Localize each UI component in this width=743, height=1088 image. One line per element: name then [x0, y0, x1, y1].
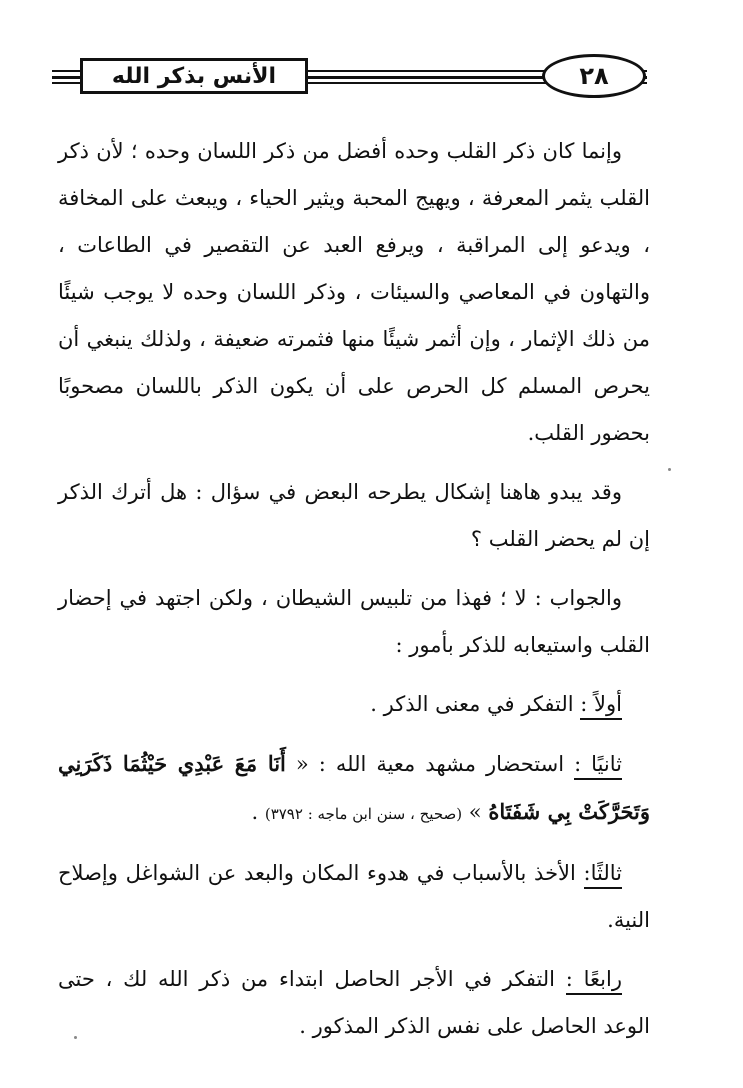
- page-number: ٢٨: [542, 54, 646, 98]
- item-label: أولاً :: [580, 692, 622, 720]
- quote-close: »: [462, 800, 489, 824]
- hadith-quote: أَنَا مَعَ عَبْدِي حَيْثُمَا ذَكَرَنِي وَتَحَرَّكَتْ بِي شَفَتَاهُ: [58, 751, 650, 824]
- page-body: [58, 128, 650, 1062]
- list-item: [58, 956, 650, 1050]
- item-text: الأخذ بالأسباب في هدوء المكان والبعد عن الشواغل وإصلاح النية.: [58, 861, 650, 932]
- paragraph-text: والجواب : لا ؛ فهذا من تلبيس الشيطان ، ولكن اجتهد في إحضار القلب واستيعابه للذكر بأمور :: [58, 586, 650, 657]
- item-text: التفكر في الأجر الحاصل ابتداء من ذكر الله لك ، حتى الوعد الحاصل على نفس الذكر المذكور .: [58, 967, 650, 1038]
- item-end: .: [251, 800, 265, 824]
- list-item: [58, 740, 650, 838]
- paragraph-text: وقد يبدو هاهنا إشكال يطرحه البعض في سؤال : هل أترك الذكر إن لم يحضر القلب ؟: [58, 480, 650, 551]
- paragraph: [58, 469, 650, 563]
- running-title: الأنس بذكر الله: [80, 58, 308, 94]
- scan-speck: [668, 468, 671, 471]
- item-label: ثالثًا:: [584, 861, 622, 889]
- item-text: التفكر في معنى الذكر .: [370, 692, 581, 716]
- item-text: استحضار مشهد معية الله : «: [285, 752, 575, 776]
- citation: (صحيح ، سنن ابن ماجه : ٣٧٩٢): [264, 805, 463, 823]
- paragraph-text: وإنما كان ذكر القلب وحده أفضل من ذكر اللسان وحده ؛ لأن ذكر القلب يثمر المعرفة ، ويهيج المحبة ويثير الحياء ، ويبعث على المخافة ، ويدعو إلى المراقبة ، ويرفع العبد عن التقصير في الطاعات ، والتهاون في المعاصي والسيئات ، وذكر اللسان وحده لا يوجب شيئًا من ذلك الإثمار ، وإن أثمر شيئًا منها فثمرته ضعيفة ، ولذلك ينبغي أن يحرص المسلم كل الحرص على أن يكون الذكر باللسان مصحوبًا بحضور القلب.: [58, 139, 650, 445]
- page-header: [52, 52, 647, 102]
- list-item: [58, 681, 650, 728]
- item-label: ثانيًا :: [574, 752, 622, 780]
- item-label: رابعًا :: [566, 967, 622, 995]
- list-item: [58, 850, 650, 944]
- paragraph: [58, 575, 650, 669]
- paragraph: [58, 128, 650, 457]
- scan-speck: [74, 1036, 77, 1039]
